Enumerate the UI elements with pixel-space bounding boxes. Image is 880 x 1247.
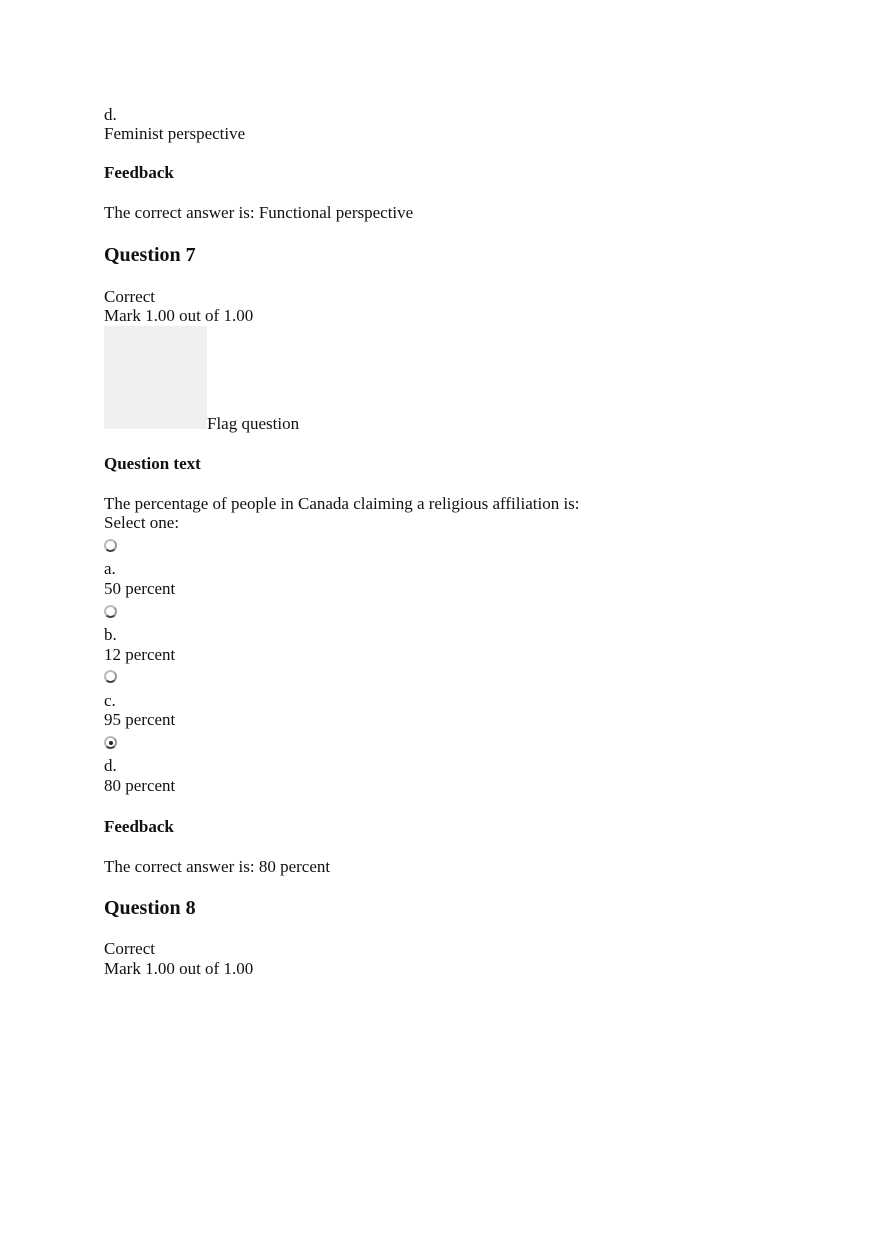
option-letter: d.: [104, 105, 117, 124]
option-text: Feminist perspective: [104, 124, 246, 143]
question-status: Correct: [104, 287, 155, 306]
option-letter: b.: [104, 625, 117, 644]
feedback-heading: Feedback: [104, 817, 174, 836]
radio-option-c[interactable]: [104, 670, 117, 683]
radio-option-a[interactable]: [104, 539, 117, 552]
radio-option-b[interactable]: [104, 605, 117, 618]
question-status: Correct: [104, 939, 155, 958]
option-text: 80 percent: [104, 776, 176, 795]
flag-question-link[interactable]: Flag question: [207, 414, 300, 433]
option-letter: d.: [104, 756, 117, 775]
question-mark: Mark 1.00 out of 1.00: [104, 959, 254, 978]
option-text: 95 percent: [104, 710, 176, 729]
feedback-heading: Feedback: [104, 163, 174, 182]
radio-option-d-selected[interactable]: [104, 736, 117, 749]
flag-icon[interactable]: [104, 326, 207, 429]
select-one-label: Select one:: [104, 513, 180, 532]
question-8-title: Question 8: [104, 897, 196, 919]
option-letter: a.: [104, 559, 116, 578]
question-text-heading: Question text: [104, 454, 201, 473]
question-prompt: The percentage of people in Canada claiming a religious affiliation is:: [104, 494, 580, 513]
question-7-title: Question 7: [104, 244, 196, 266]
feedback-text: The correct answer is: 80 percent: [104, 857, 331, 876]
question-mark: Mark 1.00 out of 1.00: [104, 306, 254, 325]
option-text: 12 percent: [104, 645, 176, 664]
option-letter: c.: [104, 691, 116, 710]
option-text: 50 percent: [104, 579, 176, 598]
feedback-text: The correct answer is: Functional perspective: [104, 203, 414, 222]
